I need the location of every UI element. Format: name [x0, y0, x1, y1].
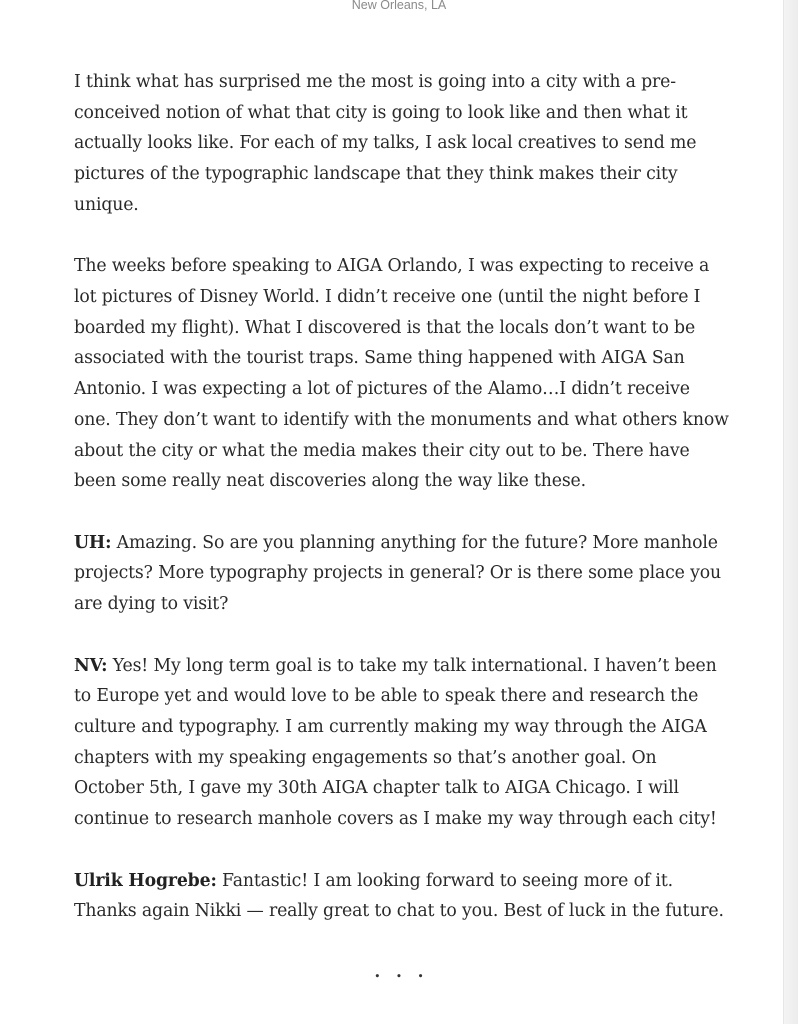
paragraph-3 — [74, 528, 730, 620]
scrollbar-track[interactable] — [783, 0, 798, 1024]
speaker-label-uh: UH: — [74, 532, 112, 553]
paragraph-2 — [74, 251, 730, 497]
speaker-label-ulrik: Ulrik Hogrebe: — [74, 870, 217, 891]
paragraph-4-text: Yes! My long term goal is to take my talk international. I haven’t been to Europe yet and would love to be able to speak there and research the culture and typography. I am currently making my way through the AIGA chapters with my speaking engagements so that’s another goal. On October 5th, I gave my 30th AIGA chapter talk to AIGA Chicago. I will continue to research manhole covers as I make my way through each city! — [74, 655, 717, 830]
paragraph-5 — [74, 866, 730, 927]
article-body — [74, 67, 730, 958]
paragraph-5-text: Fantastic! I am looking forward to seeing more of it. Thanks again Nikki — really great to chat to you. Best of luck in the future. — [74, 870, 724, 922]
image-caption: New Orleans, LA — [351, 0, 447, 12]
paragraph-3-text: Amazing. So are you planning anything for the future? More manhole projects? More typography projects in general? Or is there some place you are dying to visit? — [74, 532, 721, 615]
section-separator: ... — [373, 955, 439, 983]
paragraph-1 — [74, 67, 730, 221]
paragraph-4 — [74, 651, 730, 835]
paragraph-1-text: I think what has surprised me the most is going into a city with a pre-conceived notion of what that city is going to look like and then what it actually looks like. For each of my talks, I ask local creatives to send me pictures of the typographic landscape that they think makes their city unique. — [74, 72, 697, 215]
speaker-label-nv: NV: — [74, 655, 108, 676]
paragraph-2-text: The weeks before speaking to AIGA Orlando, I was expecting to receive a lot pictures of Disney World. I didn’t receive one (until the night before I boarded my flight). What I discovered is that the locals don’t want to be associated with the tourist traps. Same thing happened with AIGA San Antonio. I was expecting a lot of pictures of the Alamo…I didn’t receive one. They don’t want to identify with the monuments and what others know about the city or what the media makes their city out to be. There have been some really neat discoveries along the way like these. — [74, 256, 729, 492]
